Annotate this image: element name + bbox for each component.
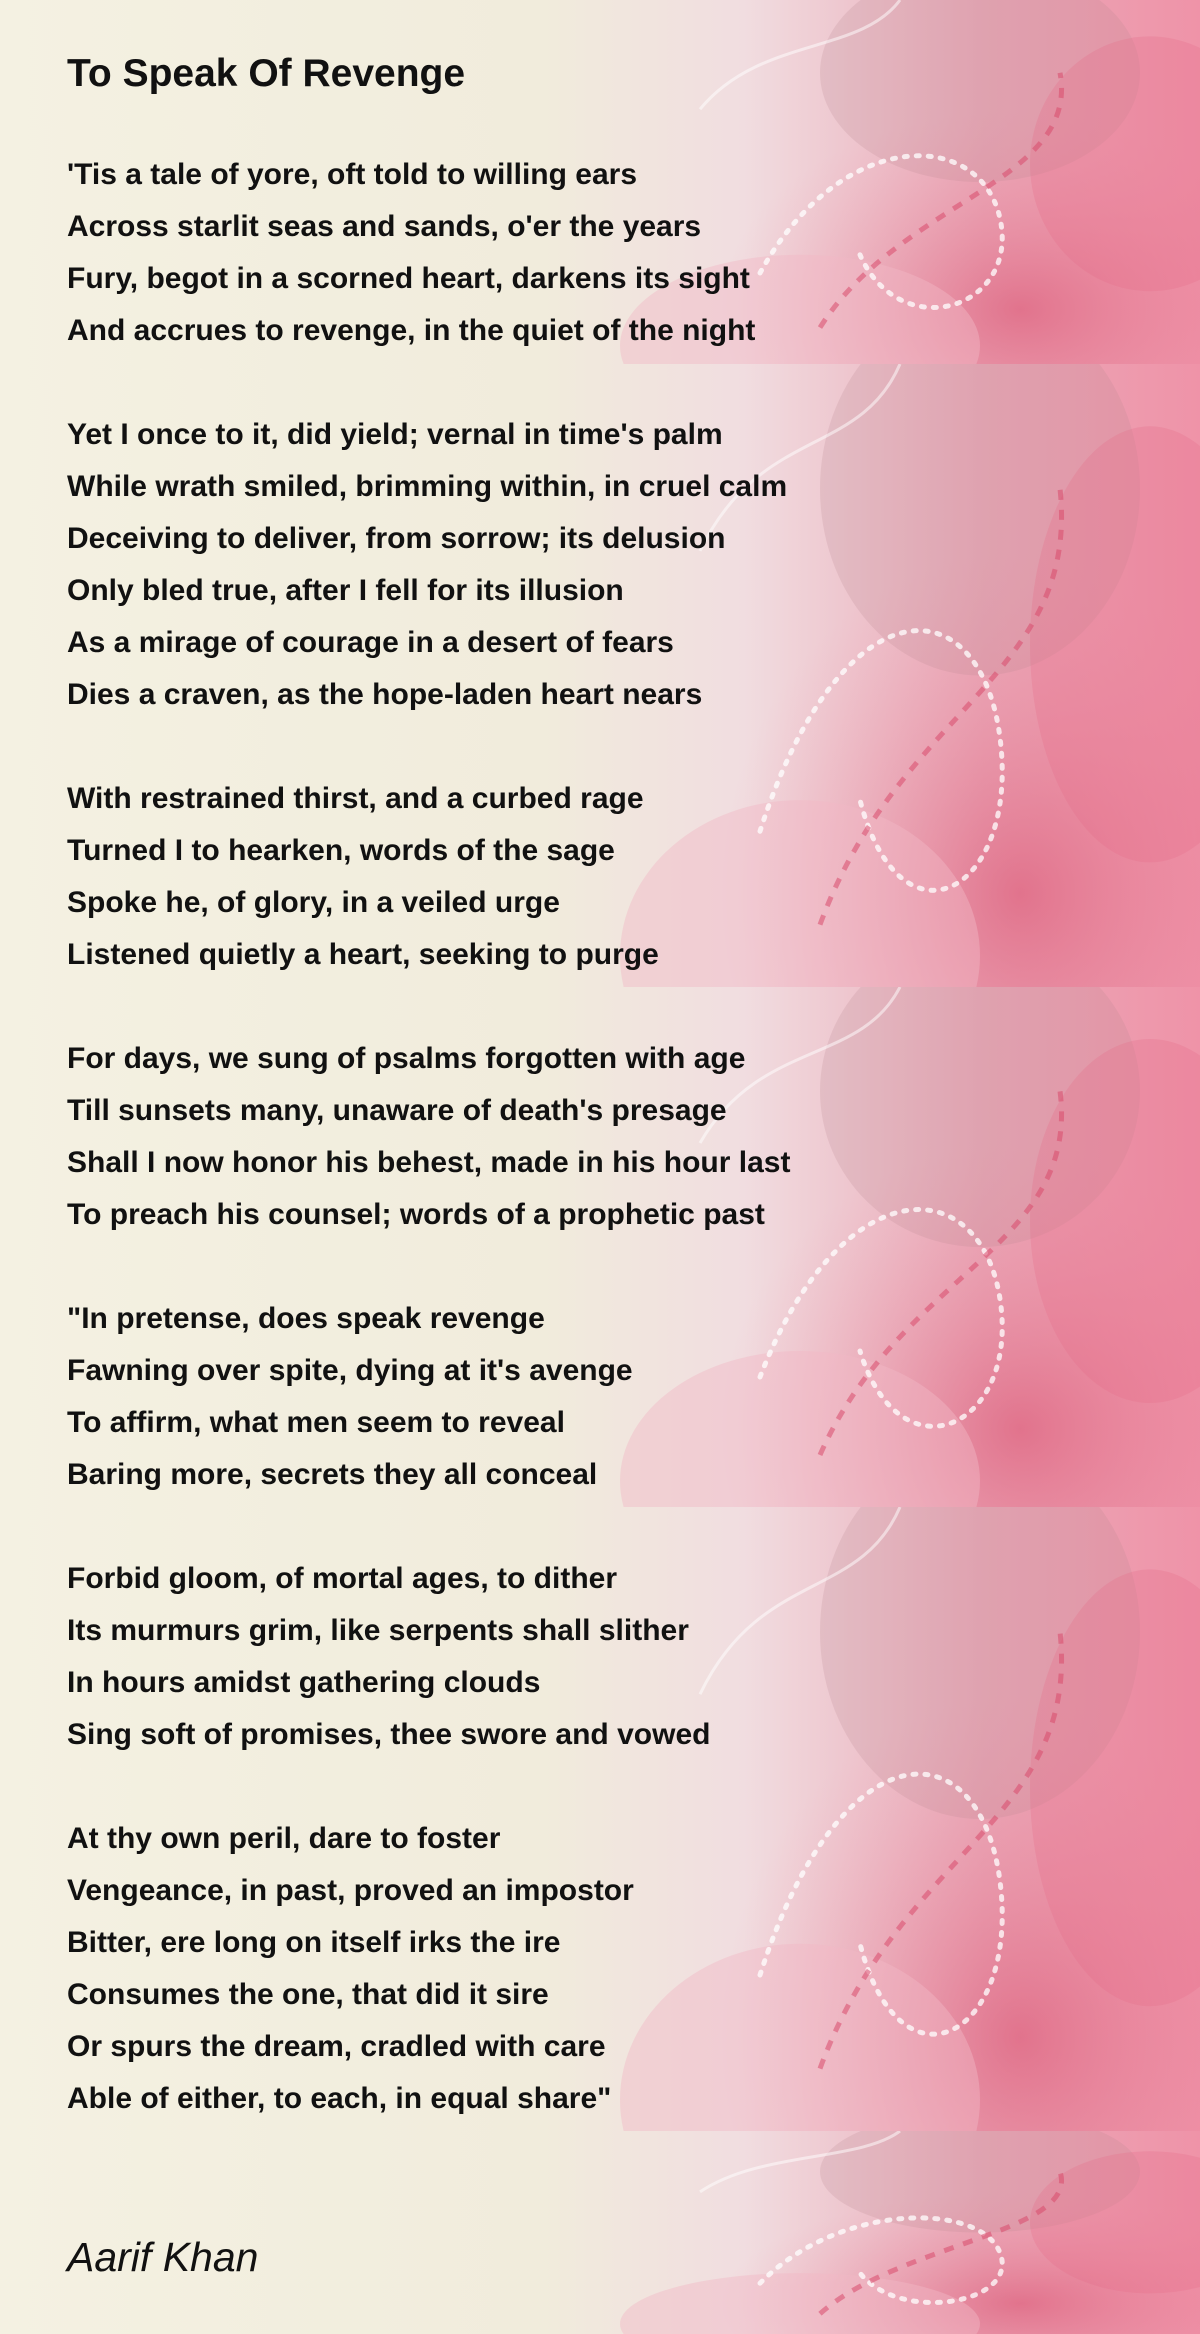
poem-line: While wrath smiled, brimming within, in cruel calm xyxy=(67,470,788,503)
poem-line: Dies a craven, as the hope-laden heart nears xyxy=(67,678,703,711)
poem-line: Or spurs the dream, cradled with care xyxy=(67,2030,606,2063)
poem-line: Fawning over spite, dying at it's avenge xyxy=(67,1354,633,1387)
poem-line: Its murmurs grim, like serpents shall slither xyxy=(67,1614,689,1647)
stanza xyxy=(67,409,787,721)
stanza xyxy=(67,1293,633,1501)
poem-line: Fury, begot in a scorned heart, darkens its sight xyxy=(67,262,750,295)
poem-line: To affirm, what men seem to reveal xyxy=(67,1406,565,1439)
poem-line: Spoke he, of glory, in a veiled urge xyxy=(67,886,560,919)
poem-author: Aarif Khan xyxy=(67,2234,259,2280)
poem-line: "In pretense, does speak revenge xyxy=(67,1302,545,1335)
poem-line: With restrained thirst, and a curbed rage xyxy=(67,782,644,815)
poem-line: Across starlit seas and sands, o'er the years xyxy=(67,210,702,243)
stanza xyxy=(67,1033,790,1241)
poem-line: Able of either, to each, in equal share" xyxy=(67,2082,612,2115)
poem-line: Vengeance, in past, proved an impostor xyxy=(67,1874,634,1907)
poem-line: Bitter, ere long on itself irks the ire xyxy=(67,1926,561,1959)
poem-line: To preach his counsel; words of a prophetic past xyxy=(67,1198,765,1231)
poem-line: For days, we sung of psalms forgotten with age xyxy=(67,1042,746,1075)
poem-line: Turned I to hearken, words of the sage xyxy=(67,834,615,867)
poem-line: At thy own peril, dare to foster xyxy=(67,1822,501,1855)
poem-line: Till sunsets many, unaware of death's presage xyxy=(67,1094,727,1127)
poem-line: Shall I now honor his behest, made in his hour last xyxy=(67,1146,791,1179)
stanza xyxy=(67,1553,710,1761)
poem-line: In hours amidst gathering clouds xyxy=(67,1666,541,1699)
poem-line: And accrues to revenge, in the quiet of the night xyxy=(67,314,756,347)
stanza xyxy=(67,773,659,981)
poem-line: Baring more, secrets they all conceal xyxy=(67,1458,598,1491)
poem-line: 'Tis a tale of yore, oft told to willing ears xyxy=(67,158,637,191)
poem-line: Only bled true, after I fell for its illusion xyxy=(67,574,624,607)
poem-line: As a mirage of courage in a desert of fears xyxy=(67,626,674,659)
poem-line: Deceiving to deliver, from sorrow; its delusion xyxy=(67,522,726,555)
background-panel xyxy=(0,2131,1200,2334)
poem-line: Listened quietly a heart, seeking to purge xyxy=(67,938,659,971)
poem-line: Consumes the one, that did it sire xyxy=(67,1978,549,2011)
poem-line: Sing soft of promises, thee swore and vowed xyxy=(67,1718,711,1751)
stanza xyxy=(67,149,755,357)
poem-title: To Speak Of Revenge xyxy=(67,52,466,95)
poem-line: Yet I once to it, did yield; vernal in time's palm xyxy=(67,418,723,451)
stanza xyxy=(67,1813,634,2125)
poem-line: Forbid gloom, of mortal ages, to dither xyxy=(67,1562,618,1595)
